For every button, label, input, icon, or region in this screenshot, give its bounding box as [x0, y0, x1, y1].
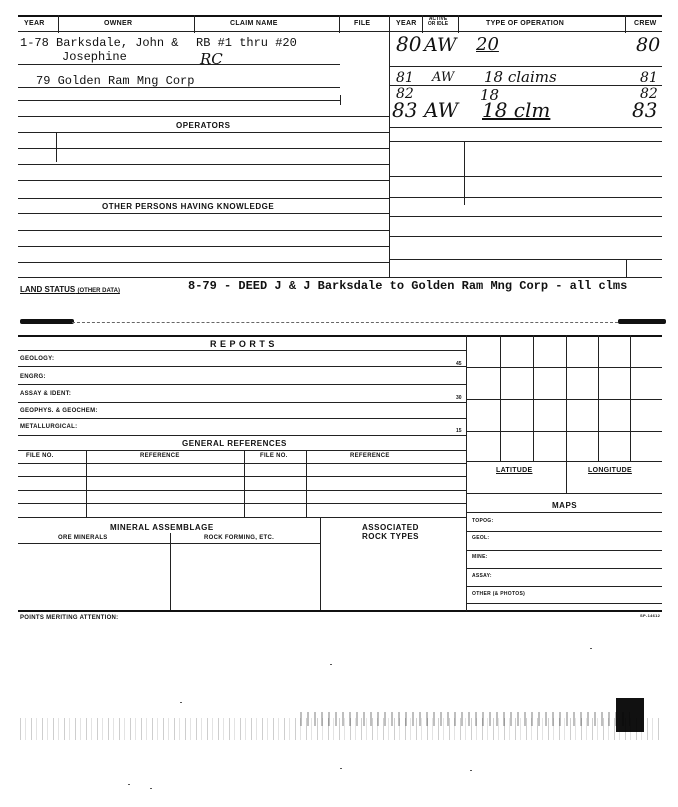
- land-status-label: LAND STATUS (OTHER DATA): [20, 285, 120, 294]
- reports-title-rule: [18, 350, 466, 351]
- speck: [590, 648, 592, 649]
- report-metallurgical: METALLURGICAL:: [20, 424, 78, 430]
- form-number: SP-14612: [640, 613, 661, 618]
- file-header: FILE: [354, 20, 371, 27]
- operators-rule-3: [18, 180, 389, 181]
- grid-col-5: [630, 335, 631, 461]
- scale-45: 45: [456, 361, 462, 367]
- grid-col-2: [533, 335, 534, 461]
- owner-line-1: 1-78 Barksdale, John &: [20, 36, 179, 50]
- owner-tick: [340, 95, 341, 105]
- land-status-rule: [72, 322, 618, 323]
- points-meriting-attention: POINTS MERITING ATTENTION:: [20, 615, 119, 621]
- op-type-80: 20: [476, 34, 499, 55]
- grid-col-4: [598, 335, 599, 461]
- genref-reference-1: REFERENCE: [140, 453, 180, 459]
- report-rule-4: [18, 418, 466, 419]
- op-crew-80: 80: [636, 34, 661, 56]
- report-rule-5: [18, 435, 466, 436]
- map-rule-2: [466, 550, 662, 551]
- op-tick-2: [626, 259, 627, 277]
- op-year-81: 81: [396, 70, 414, 86]
- op-rule-9: [389, 259, 662, 260]
- general-references-title: GENERAL REFERENCES: [182, 439, 287, 448]
- genref-rule-5: [18, 517, 466, 518]
- op-type-83: 18 clm: [482, 98, 551, 122]
- reports-right-divider: [466, 335, 467, 611]
- report-geophys: GEOPHYS. & GEOCHEM:: [20, 408, 98, 414]
- crew-header: CREW: [634, 20, 657, 27]
- owner-line-2: Josephine: [62, 50, 127, 64]
- other-persons-title: OTHER PERSONS HAVING KNOWLEDGE: [102, 202, 275, 211]
- divider-active: [458, 15, 459, 33]
- maps-rule: [466, 512, 662, 513]
- year-right-header: YEAR: [396, 20, 417, 27]
- op-crew-82: 82: [640, 86, 658, 102]
- grid-row-2: [466, 399, 662, 400]
- map-mine: MINE:: [472, 554, 488, 560]
- operators-rule-2: [18, 164, 389, 165]
- top-border: [18, 15, 662, 17]
- report-rule-1: [18, 366, 466, 367]
- report-engrg: ENGRG:: [20, 374, 46, 380]
- report-rule-3: [18, 402, 466, 403]
- op-active-80: AW: [424, 34, 457, 56]
- grid-row-3: [466, 431, 662, 432]
- map-rule-4: [466, 586, 662, 587]
- reports-title: R E P O R T S: [210, 339, 275, 349]
- scan-mark-left: [20, 319, 74, 324]
- map-geol: GEOL:: [472, 535, 490, 541]
- owner-rule-1: [18, 64, 340, 65]
- speck: [180, 702, 182, 703]
- genref-reference-2: REFERENCE: [350, 453, 390, 459]
- op-active-81: AW: [432, 70, 455, 85]
- claim-line-2: RC: [200, 50, 223, 68]
- grid-col-1: [500, 335, 501, 461]
- genref-col-2: [244, 450, 245, 517]
- map-rule-1: [466, 531, 662, 532]
- claim-name-header: CLAIM NAME: [230, 20, 278, 27]
- operators-tick: [56, 132, 57, 162]
- divider-year: [58, 15, 59, 33]
- speck: [340, 768, 342, 769]
- divider-year-right: [422, 15, 423, 33]
- op-rule-7: [389, 216, 662, 217]
- mineral-assemblage-title: MINERAL ASSEMBLAGE: [110, 523, 214, 532]
- operators-rule-4: [18, 198, 389, 199]
- genref-file-no-1: FILE NO.: [26, 453, 54, 459]
- map-rule-5: [466, 603, 662, 604]
- owner-rule-2: [18, 87, 340, 88]
- op-type-81: 18 claims: [484, 68, 557, 86]
- owner-rule-3: [18, 100, 340, 101]
- op-year-80: 80: [396, 32, 422, 56]
- mineral-rule: [18, 543, 320, 544]
- maps-title: MAPS: [552, 501, 578, 510]
- op-rule-4: [389, 141, 662, 142]
- owner-header: OWNER: [104, 20, 133, 27]
- latlong-rule: [466, 493, 662, 494]
- grid-row-4: [466, 461, 662, 462]
- op-rule-1: [389, 66, 662, 67]
- genref-col-3: [306, 450, 307, 517]
- speck: [128, 784, 130, 785]
- owner-rule-4: [18, 116, 389, 117]
- divider-crew: [625, 15, 626, 33]
- divider-main: [389, 15, 390, 277]
- rock-forming-header: ROCK FORMING, ETC.: [204, 535, 275, 541]
- grid-row-1: [466, 367, 662, 368]
- longitude-label: LONGITUDE: [588, 467, 632, 474]
- divider-claim: [194, 15, 195, 33]
- divider-file: [339, 15, 340, 33]
- latitude-label: LATITUDE: [496, 467, 533, 474]
- report-assay: ASSAY & IDENT:: [20, 391, 72, 397]
- op-type-82: 18: [480, 86, 500, 104]
- ore-minerals-header: ORE MINERALS: [58, 535, 108, 541]
- speck: [150, 788, 152, 789]
- operators-rule-1: [18, 148, 389, 149]
- persons-rule-2: [18, 230, 389, 231]
- associated-header: ASSOCIATED: [362, 523, 419, 532]
- active-idle-header: ACTIVE OR IDLE: [427, 16, 449, 27]
- map-assay: ASSAY:: [472, 573, 492, 579]
- scale-30: 30: [456, 395, 462, 401]
- grid-col-3: [566, 335, 567, 461]
- scan-mark-right: [618, 319, 666, 324]
- persons-rule-3: [18, 246, 389, 247]
- map-rule-3: [466, 568, 662, 569]
- op-rule-6: [389, 197, 662, 198]
- map-topog: TOPOG:: [472, 518, 494, 524]
- op-rule-8: [389, 236, 662, 237]
- persons-rule-4: [18, 262, 389, 263]
- year-header: YEAR: [24, 20, 45, 27]
- operation-header: TYPE OF OPERATION: [486, 20, 565, 27]
- mineral-col-1: [170, 533, 171, 611]
- header-rule: [18, 31, 662, 32]
- op-rule-5: [389, 176, 662, 177]
- speck: [470, 770, 472, 771]
- owner-line-3: 79 Golden Ram Mng Corp: [36, 74, 195, 88]
- op-rule-2: [389, 85, 662, 86]
- scan-noise-band-2: [300, 712, 630, 726]
- speck: [330, 664, 332, 665]
- persons-rule-1: [18, 213, 389, 214]
- op-crew-81: 81: [640, 70, 658, 86]
- claim-line-1: RB #1 thru #20: [196, 36, 297, 50]
- bottom-rule: [18, 610, 662, 612]
- op-active-83: AW: [424, 98, 459, 122]
- persons-rule-5: [18, 277, 662, 278]
- scale-15: 15: [456, 428, 462, 434]
- land-status-text: 8-79 - DEED J & J Barksdale to Golden Ram Mng Corp - all clms: [188, 279, 628, 293]
- genref-col-1: [86, 450, 87, 517]
- report-geology: GEOLOGY:: [20, 356, 55, 362]
- op-rule-3: [389, 127, 662, 128]
- op-year-83: 83: [392, 98, 418, 122]
- operators-title: OPERATORS: [176, 121, 231, 130]
- operators-rule-0: [18, 132, 389, 133]
- latlong-divider: [566, 461, 567, 493]
- op-crew-83: 83: [632, 98, 658, 122]
- genref-file-no-2: FILE NO.: [260, 453, 288, 459]
- rock-types-header: ROCK TYPES: [362, 532, 420, 541]
- report-rule-2: [18, 384, 466, 385]
- op-tick-1: [464, 141, 465, 205]
- map-other: OTHER (& PHOTOS): [472, 591, 526, 597]
- mineral-col-2: [320, 517, 321, 611]
- op-year-82: 82: [396, 86, 414, 102]
